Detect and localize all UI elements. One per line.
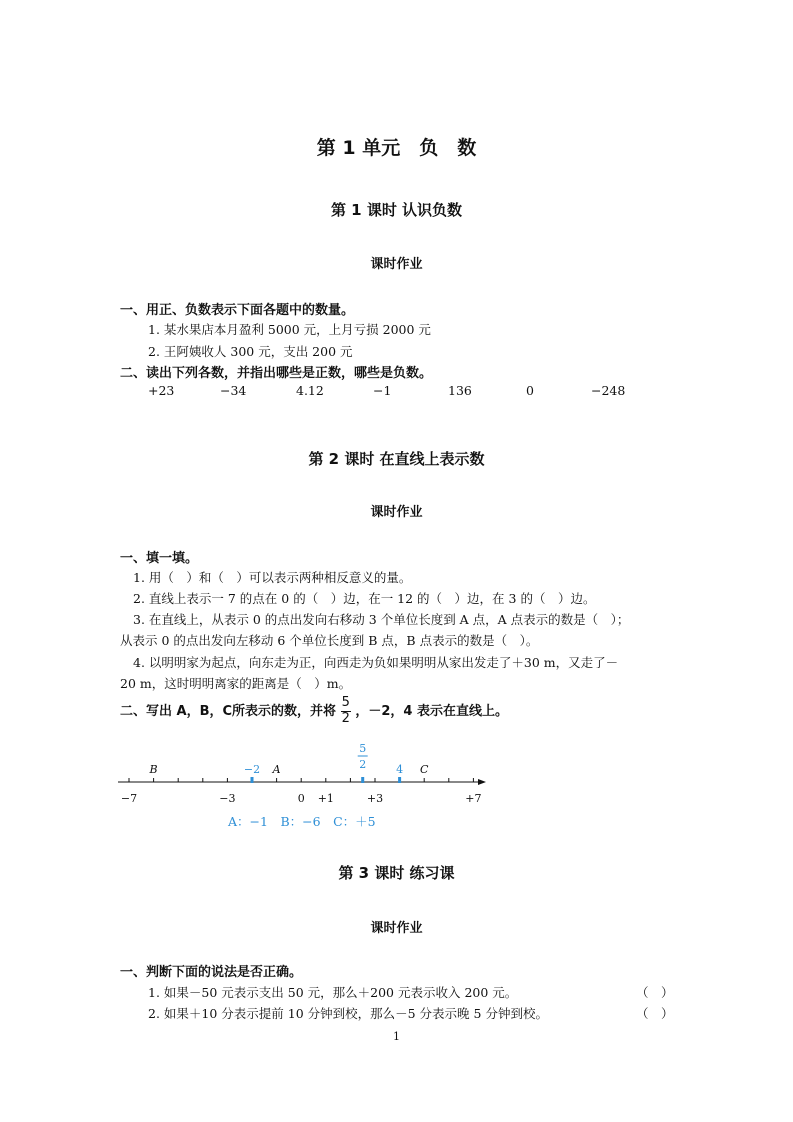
marked-label-denominator: 2	[359, 758, 367, 771]
tick-label: −3	[219, 792, 236, 805]
marked-point	[361, 777, 364, 783]
tick-label: 0	[297, 792, 305, 805]
point-label: A	[272, 763, 281, 776]
heading-part: 二、写出 A，B，C所表示的数，并将	[120, 703, 337, 719]
unit-title: 第 1 单元 负 数	[316, 137, 477, 159]
marked-point	[398, 777, 401, 783]
tick-label: +7	[465, 792, 482, 805]
marked-label-numerator: 5	[359, 742, 367, 755]
lesson2-q1-line-6: 20 m，这时明明离家的距离是（ ）m。	[120, 676, 352, 691]
lesson3-q1-item-1: 1. 如果－50 元表示支出 50 元，那么＋200 元表示收入 200 元。	[148, 985, 518, 1000]
lesson2-q1-line-3: 3. 在直线上，从表示 0 的点出发向右移动 3 个单位长度到 A 点，A 点表示的数是（ ）；	[133, 612, 630, 627]
lesson1-title: 第 1 课时 认识负数	[330, 201, 463, 219]
number-item: 4.12	[296, 383, 324, 398]
tick-label: +3	[366, 792, 384, 805]
point-label: B	[149, 763, 158, 776]
lesson2-q1-line-2: 2. 直线上表示一 7 的点在 0 的（ ）边，在一 12 的（ ）边，在 3 的（ ）边。	[133, 591, 596, 606]
fraction-denominator: 2	[341, 710, 350, 726]
lesson1-q1-item-2: 2. 王阿姨收人 300 元，支出 200 元	[148, 344, 353, 359]
marked-label: 4	[396, 763, 404, 776]
answer-parenthesis[interactable]: （ ）	[636, 985, 674, 1000]
lesson2-q1-line-1: 1. 用（ ）和（ ）可以表示两种相反意义的量。	[133, 570, 412, 585]
tick-label: +1	[317, 792, 334, 805]
number-item: −1	[373, 383, 392, 398]
lesson1-subtitle: 课时作业	[370, 257, 423, 272]
axis-arrow	[478, 779, 486, 785]
lesson2-q1-line-4: 从表示 0 的点出发向左移动 6 个单位长度到 B 点，B 点表示的数是（ ）。	[120, 633, 539, 648]
heading-part: ，－2，4 表示在直线上。	[355, 703, 509, 719]
tick-label: −7	[120, 792, 138, 805]
number-line	[110, 740, 510, 810]
number-item: +23	[148, 383, 175, 398]
number-item: 0	[526, 383, 534, 398]
lesson2-subtitle: 课时作业	[370, 505, 423, 520]
number-item: 136	[448, 383, 472, 398]
lesson2-q2-heading	[120, 696, 508, 727]
lesson2-q1-heading: 一、填一填。	[120, 551, 199, 566]
marked-label: −2	[243, 763, 261, 776]
number-line-answer: A：−1 B：−6 C：＋5	[228, 814, 376, 829]
lesson3-q1-item-2: 2. 如果＋10 分表示提前 10 分钟到校，那么－5 分表示晚 5 分钟到校。	[148, 1006, 548, 1021]
number-item: −248	[591, 383, 626, 398]
lesson3-q1-heading: 一、判断下面的说法是否正确。	[120, 965, 303, 980]
lesson1-q2-heading: 二、读出下列各数，并指出哪些是正数，哪些是负数。	[120, 366, 433, 381]
lesson1-q1-item-1: 1. 某水果店本月盈利 5000 元，上月亏损 2000 元	[148, 322, 431, 337]
number-item: −34	[220, 383, 247, 398]
lesson2-title: 第 2 课时 在直线上表示数	[308, 450, 485, 468]
answer-parenthesis[interactable]: （ ）	[636, 1006, 674, 1021]
lesson1-q1-heading: 一、用正、负数表示下面各题中的数量。	[120, 303, 355, 318]
fraction-numerator: 5	[341, 695, 350, 710]
fraction	[341, 696, 351, 727]
lesson3-title: 第 3 课时 练习课	[338, 864, 455, 882]
point-label: C	[419, 763, 429, 776]
lesson3-subtitle: 课时作业	[370, 921, 423, 936]
lesson2-q1-line-5: 4. 以明明家为起点，向东走为正，向西走为负如果明明从家出发走了＋30 m，又走了－	[133, 655, 619, 670]
page-number: 1	[393, 1030, 400, 1043]
marked-point	[251, 777, 254, 783]
